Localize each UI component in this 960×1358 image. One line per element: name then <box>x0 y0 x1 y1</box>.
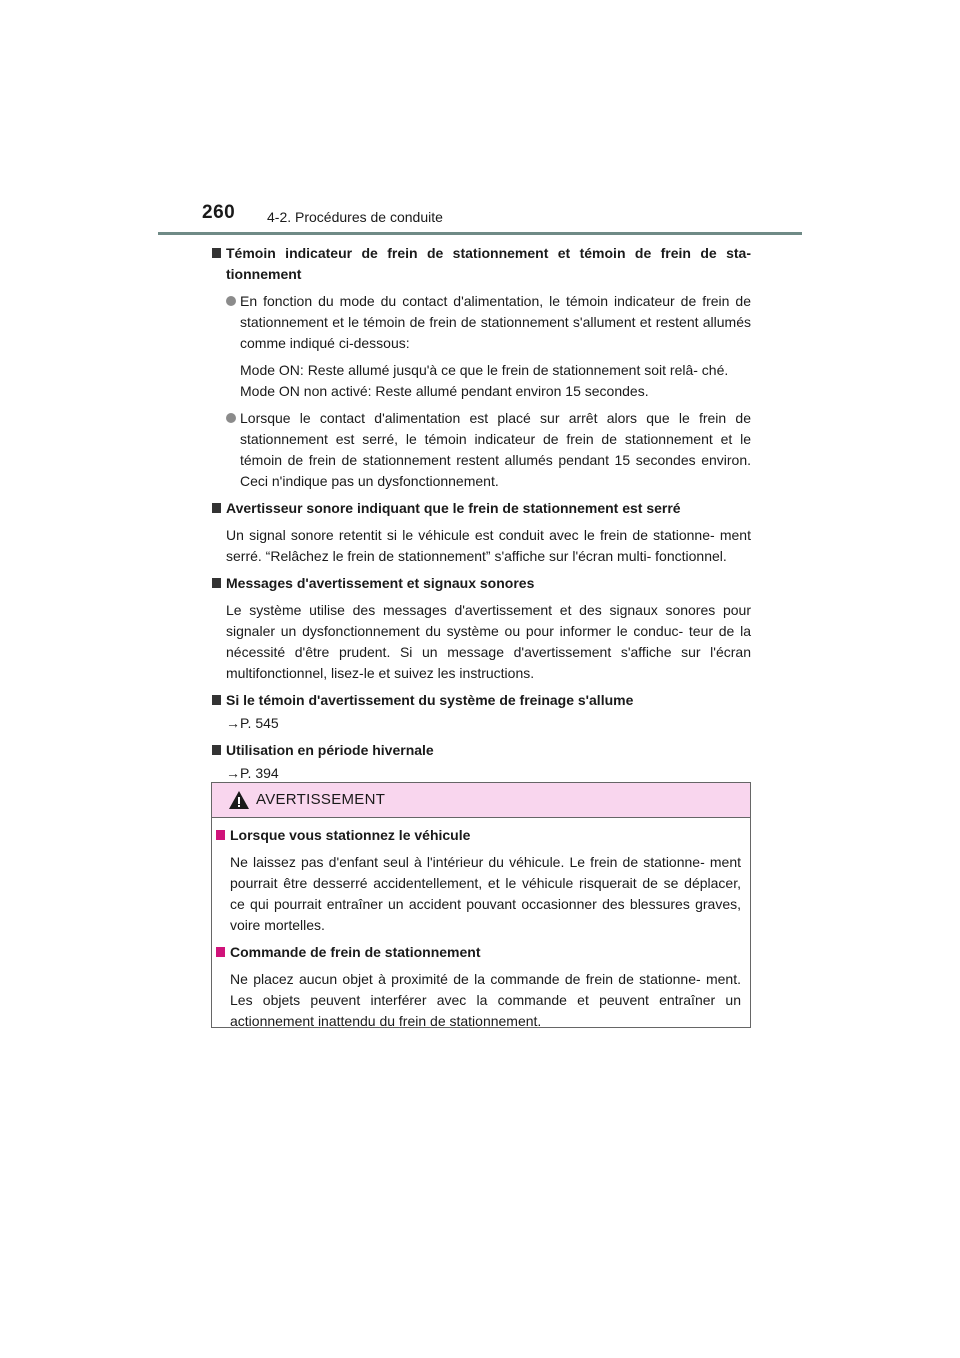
square-bullet-icon <box>212 503 221 513</box>
warning-box <box>211 782 751 1028</box>
square-bullet-icon <box>216 830 225 840</box>
round-bullet-icon <box>226 413 236 423</box>
section-heading: Avertisseur sonore indiquant que le frein de stationnement est serré <box>212 498 751 519</box>
square-bullet-icon <box>212 578 221 588</box>
round-bullet-icon <box>226 296 236 306</box>
mode-off-text: Mode ON non activé: Reste allumé pendant environ 15 secondes. <box>240 383 649 399</box>
page-reference: →P. 545 <box>226 715 279 731</box>
bullet-item: Lorsque le contact d'alimentation est placé sur arrêt alors que le frein de stationnement est serré, le témoin indicateur de frein de stationnement et le témoin de frein de stationnement restent allumés pendant 15 secondes environ. Ceci n'indique pas un dysfonctionnement. <box>212 408 751 492</box>
square-bullet-icon <box>212 248 221 258</box>
section-heading: Messages d'avertissement et signaux sonores <box>212 573 751 594</box>
page-reference: →P. 394 <box>226 765 279 781</box>
page-number: 260 <box>202 202 236 223</box>
main-content <box>212 243 751 790</box>
square-bullet-icon <box>212 695 221 705</box>
warning-heading: Lorsque vous stationnez le véhicule <box>216 825 741 846</box>
warning-triangle-icon <box>228 790 250 810</box>
warning-text: Ne laissez pas d'enfant seul à l'intérieur du véhicule. Le frein de stationne- ment pourrait être desserré accidentellement, et le véhicule risquerait de se déplacer, ce qui pourrait entraîner un accident pouvant occasionner des blessures graves, voire mortelles. <box>230 854 741 933</box>
section-text: Le système utilise des messages d'avertissement et des signaux sonores pour signaler un dysfonctionnement du système ou pour informer le conduc- teur de la nécessité d'être prudent. Si un message d'avertissement s'affiche sur l'écran multifonctionnel, lisez-le et suivez les instructions. <box>226 602 751 681</box>
section-heading: Si le témoin d'avertissement du système de freinage s'allume <box>212 690 751 711</box>
warning-text: Ne placez aucun objet à proximité de la commande de frein de stationne- ment. Les objets peuvent interférer avec la commande et peuvent entraîner un actionnement inattendu du frein de stationnement. <box>230 971 741 1029</box>
square-bullet-icon <box>216 947 225 957</box>
section-heading: Utilisation en période hivernale <box>212 740 751 761</box>
section-heading: Témoin indicateur de frein de stationnement et témoin de frein de sta- tionnement <box>212 243 751 285</box>
warning-body <box>216 825 741 1038</box>
header-divider <box>158 232 802 235</box>
section-text: Un signal sonore retentit si le véhicule est conduit avec le frein de stationne- ment serré. “Relâchez le frein de stationnement” s'affiche sur l'écran multi- fonctionnel. <box>226 527 751 564</box>
section-title: 4-2. Procédures de conduite <box>267 209 443 225</box>
bullet-item: En fonction du mode du contact d'alimentation, le témoin indicateur de frein de stationnement et le témoin de frein de stationnement s'allument et restent allumés comme indiqué ci-dessous: <box>212 291 751 354</box>
warning-title: AVERTISSEMENT <box>256 791 386 808</box>
square-bullet-icon <box>212 745 221 755</box>
warning-header <box>212 783 750 818</box>
warning-heading: Commande de frein de stationnement <box>216 942 741 963</box>
mode-on-text: Mode ON: Reste allumé jusqu'à ce que le frein de stationnement soit relâ- ché. <box>240 362 729 378</box>
